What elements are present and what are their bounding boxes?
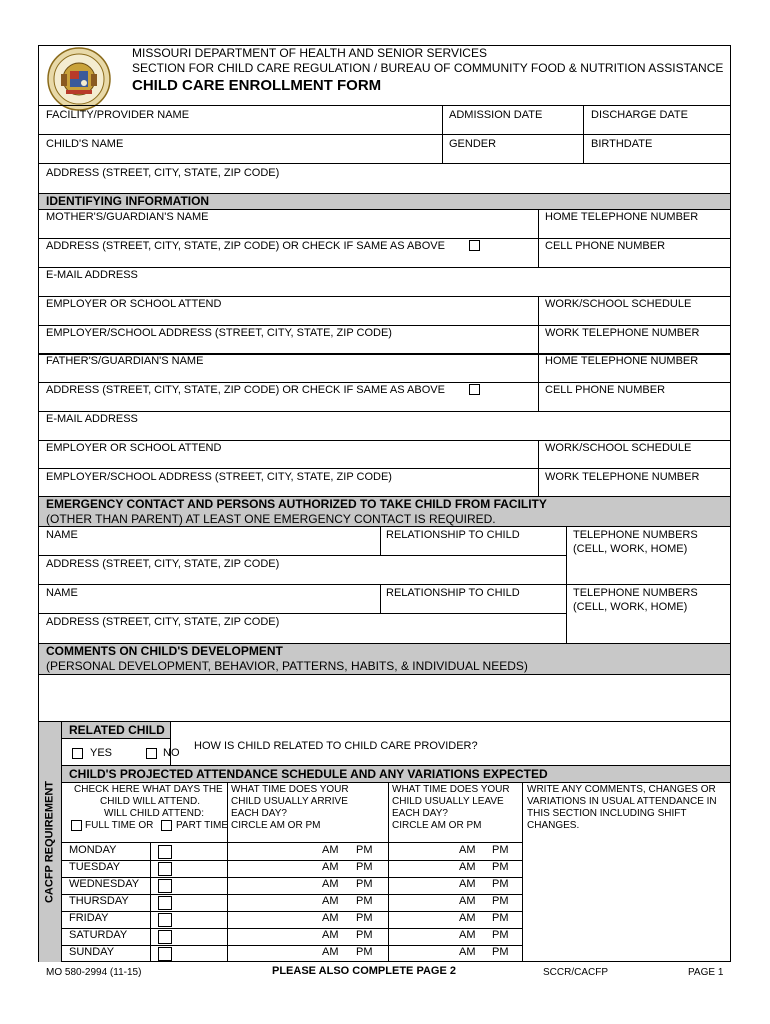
day-attend-checkbox[interactable] [158,930,172,944]
emergency2-name-field[interactable]: NAME [46,587,78,599]
father-schedule-field[interactable]: WORK/SCHOOL SCHEDULE [545,442,692,454]
full-time-checkbox[interactable] [71,820,82,831]
day-attend-checkbox[interactable] [158,879,172,893]
arrive-am[interactable]: AM [322,861,339,873]
father-cell-field[interactable]: CELL PHONE NUMBER [545,384,666,396]
arrive-col-header-4: CIRCLE AM OR PM [231,820,321,831]
leave-col-header-2: CHILD USUALLY LEAVE [392,796,504,807]
emergency2-relationship-field[interactable]: RELATIONSHIP TO CHILD [386,587,520,599]
mother-cell-field[interactable]: CELL PHONE NUMBER [545,240,666,252]
cacfp-side-label: CACFP REQUIREMENT [43,780,56,904]
department-name: MISSOURI DEPARTMENT OF HEALTH AND SENIOR SERVICES [132,46,487,60]
arrive-pm[interactable]: PM [356,946,373,958]
state-seal-logo [46,46,112,112]
leave-pm[interactable]: PM [492,844,509,856]
emergency-heading: EMERGENCY CONTACT AND PERSONS AUTHORIZED TO TAKE CHILD FROM FACILITY [46,497,547,511]
emergency1-relationship-field[interactable]: RELATIONSHIP TO CHILD [386,529,520,541]
emergency-subheading: (OTHER THAN PARENT) AT LEAST ONE EMERGENCY CONTACT IS REQUIRED. [46,512,496,526]
page-number: PAGE 1 [688,967,724,978]
day-attend-checkbox[interactable] [158,947,172,961]
arrive-am[interactable]: AM [322,895,339,907]
arrive-col-header-1: WHAT TIME DOES YOUR [231,784,349,795]
leave-am[interactable]: AM [459,929,476,941]
leave-col-header-4: CIRCLE AM OR PM [392,820,482,831]
comments-col-header-1: WRITE ANY COMMENTS, CHANGES OR [527,784,716,795]
father-employer-field[interactable]: EMPLOYER OR SCHOOL ATTEND [46,442,222,454]
mother-email-field[interactable]: E-MAIL ADDRESS [46,269,138,281]
section-name: SECTION FOR CHILD CARE REGULATION / BUREAU OF COMMUNITY FOOD & NUTRITION ASSISTANCE [132,61,724,75]
comments-col-header-4: CHANGES. [527,820,580,831]
comments-subheading: (PERSONAL DEVELOPMENT, BEHAVIOR, PATTERNS, HABITS, & INDIVIDUAL NEEDS) [46,659,528,673]
day-row-divider [62,911,523,912]
emergency1-address-field[interactable]: ADDRESS (STREET, CITY, STATE, ZIP CODE) [46,558,280,570]
day-row-divider [62,945,523,946]
father-home-phone-field[interactable]: HOME TELEPHONE NUMBER [545,355,699,367]
day-label: WEDNESDAY [69,878,140,890]
complete-page-2-note: PLEASE ALSO COMPLETE PAGE 2 [272,965,456,977]
day-row-divider [62,928,523,929]
mother-employer-address-field[interactable]: EMPLOYER/SCHOOL ADDRESS (STREET, CITY, STATE, ZIP CODE) [46,327,392,339]
arrive-pm[interactable]: PM [356,929,373,941]
arrive-pm[interactable]: PM [356,878,373,890]
leave-col-header-1: WHAT TIME DOES YOUR [392,784,510,795]
related-yes-checkbox[interactable] [72,748,83,759]
leave-pm[interactable]: PM [492,946,509,958]
leave-am[interactable]: AM [459,946,476,958]
leave-am[interactable]: AM [459,844,476,856]
leave-am[interactable]: AM [459,878,476,890]
emergency1-phones-label[interactable]: TELEPHONE NUMBERS [573,529,698,541]
emergency2-address-field[interactable]: ADDRESS (STREET, CITY, STATE, ZIP CODE) [46,616,280,628]
arrive-pm[interactable]: PM [356,895,373,907]
days-col-header-2: CHILD WILL ATTEND. [100,796,201,807]
related-no-label: NO [163,747,180,759]
day-attend-checkbox[interactable] [158,896,172,910]
arrive-pm[interactable]: PM [356,861,373,873]
leave-pm[interactable]: PM [492,929,509,941]
arrive-col-header-3: EACH DAY? [231,808,287,819]
father-same-address-checkbox[interactable] [469,384,480,395]
day-attend-checkbox[interactable] [158,913,172,927]
day-label: FRIDAY [69,912,109,924]
emergency2-phones-label[interactable]: TELEPHONE NUMBERS [573,587,698,599]
father-email-field[interactable]: E-MAIL ADDRESS [46,413,138,425]
day-label: SATURDAY [69,929,128,941]
arrive-am[interactable]: AM [322,929,339,941]
day-attend-checkbox[interactable] [158,845,172,859]
comments-heading: COMMENTS ON CHILD'S DEVELOPMENT [46,644,283,658]
comments-col-header-2: VARIATIONS IN USUAL ATTENDANCE IN [527,796,717,807]
mother-name-field[interactable]: MOTHER'S/GUARDIAN'S NAME [46,211,209,223]
father-employer-address-field[interactable]: EMPLOYER/SCHOOL ADDRESS (STREET, CITY, STATE, ZIP CODE) [46,471,392,483]
mother-employer-field[interactable]: EMPLOYER OR SCHOOL ATTEND [46,298,222,310]
day-attend-checkbox[interactable] [158,862,172,876]
related-child-heading: RELATED CHILD [69,723,165,737]
emergency2-phones-sub: (CELL, WORK, HOME) [573,601,688,613]
child-name-field[interactable]: CHILD'S NAME [46,138,124,150]
form-title: CHILD CARE ENROLLMENT FORM [132,77,382,94]
mother-home-phone-field[interactable]: HOME TELEPHONE NUMBER [545,211,699,223]
footer-dept: SCCR/CACFP [543,967,609,978]
mother-address-field[interactable]: ADDRESS (STREET, CITY, STATE, ZIP CODE) OR CHECK IF SAME AS ABOVE [46,240,445,252]
arrive-am[interactable]: AM [322,912,339,924]
comments-textarea[interactable] [39,675,730,721]
related-no-checkbox[interactable] [146,748,157,759]
mother-schedule-field[interactable]: WORK/SCHOOL SCHEDULE [545,298,692,310]
father-name-field[interactable]: FATHER'S/GUARDIAN'S NAME [46,355,204,367]
emergency1-phones-sub: (CELL, WORK, HOME) [573,543,688,555]
arrive-pm[interactable]: PM [356,912,373,924]
leave-pm[interactable]: PM [492,895,509,907]
discharge-date-field[interactable]: DISCHARGE DATE [591,109,688,121]
admission-date-field[interactable]: ADMISSION DATE [449,109,543,121]
day-label: MONDAY [69,844,117,856]
leave-am[interactable]: AM [459,861,476,873]
comments-col-header-3: THIS SECTION INCLUDING SHIFT [527,808,687,819]
day-label: SUNDAY [69,946,115,958]
day-label: TUESDAY [69,861,121,873]
child-address-field[interactable]: ADDRESS (STREET, CITY, STATE, ZIP CODE) [46,167,280,179]
emergency1-name-field[interactable]: NAME [46,529,78,541]
identifying-heading: IDENTIFYING INFORMATION [46,194,210,208]
part-time-checkbox[interactable] [161,820,172,831]
leave-am[interactable]: AM [459,912,476,924]
day-label: THURSDAY [69,895,129,907]
mother-work-phone-field[interactable]: WORK TELEPHONE NUMBER [545,327,700,339]
schedule-comments-textarea[interactable] [523,843,730,961]
leave-pm[interactable]: PM [492,861,509,873]
days-col-header-3: WILL CHILD ATTEND: [104,808,205,819]
arrive-pm[interactable]: PM [356,844,373,856]
day-row-divider [62,860,523,861]
days-col-header-1: CHECK HERE WHAT DAYS THE [74,784,223,795]
day-row-divider [62,894,523,895]
mother-same-address-checkbox[interactable] [469,240,480,251]
birthdate-field[interactable]: BIRTHDATE [591,138,653,150]
facility-name-field[interactable]: FACILITY/PROVIDER NAME [46,109,190,121]
arrive-col-header-2: CHILD USUALLY ARRIVE [231,796,348,807]
leave-pm[interactable]: PM [492,878,509,890]
gender-field[interactable]: GENDER [449,138,497,150]
arrive-am[interactable]: AM [322,878,339,890]
part-time-label: PART TIME [176,820,229,831]
related-yes-label: YES [90,747,113,759]
father-work-phone-field[interactable]: WORK TELEPHONE NUMBER [545,471,700,483]
arrive-am[interactable]: AM [322,946,339,958]
father-address-field[interactable]: ADDRESS (STREET, CITY, STATE, ZIP CODE) OR CHECK IF SAME AS ABOVE [46,384,445,396]
schedule-heading: CHILD'S PROJECTED ATTENDANCE SCHEDULE AND ANY VARIATIONS EXPECTED [69,767,548,781]
form-number: MO 580-2994 (11-15) [46,967,142,978]
leave-col-header-3: EACH DAY? [392,808,448,819]
leave-am[interactable]: AM [459,895,476,907]
day-row-divider [62,877,523,878]
how-related-field[interactable]: HOW IS CHILD RELATED TO CHILD CARE PROVIDER? [194,740,478,752]
arrive-am[interactable]: AM [322,844,339,856]
leave-pm[interactable]: PM [492,912,509,924]
full-time-label: FULL TIME OR [85,820,154,831]
